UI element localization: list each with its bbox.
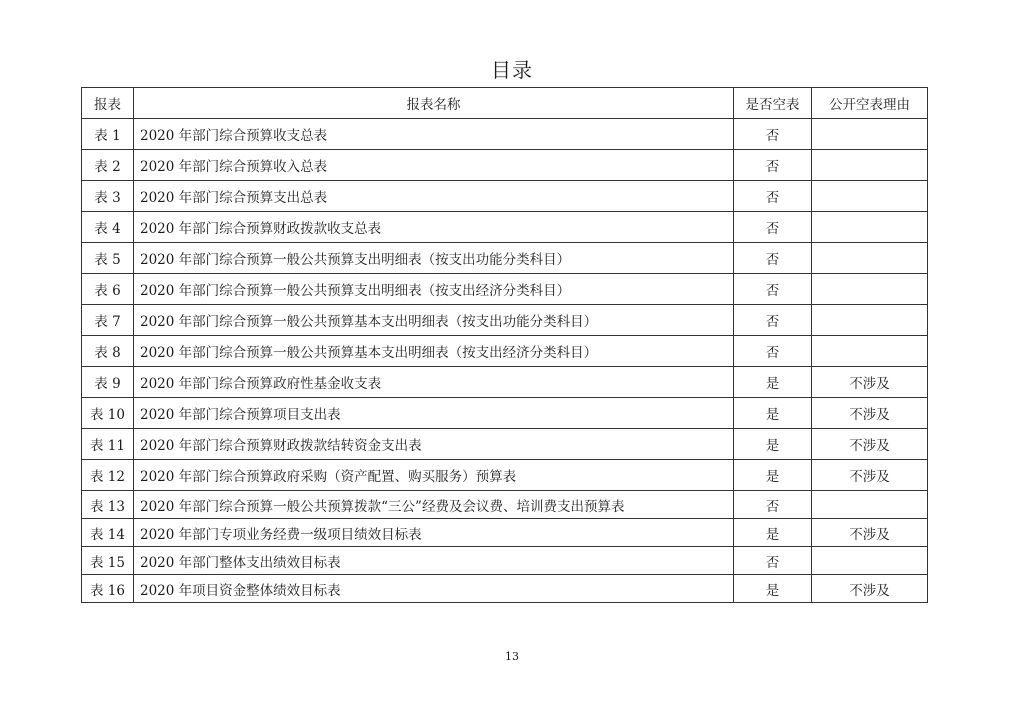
report-name-cell: 2020 年部门综合预算财政拨款结转资金支出表 bbox=[134, 429, 734, 460]
report-name-cell: 2020 年部门专项业务经费一级项目绩效目标表 bbox=[134, 519, 734, 547]
empty-reason-cell bbox=[812, 336, 928, 367]
report-name-cell: 2020 年部门综合预算一般公共预算支出明细表（按支出功能分类科目） bbox=[134, 243, 734, 274]
report-id-cell: 表 8 bbox=[82, 336, 134, 367]
table-row bbox=[82, 398, 928, 429]
is-empty-cell: 是 bbox=[734, 575, 812, 603]
table-body bbox=[82, 119, 928, 603]
table-row bbox=[82, 575, 928, 603]
is-empty-cell: 否 bbox=[734, 181, 812, 212]
report-table bbox=[81, 87, 928, 603]
report-id-cell: 表 15 bbox=[82, 547, 134, 575]
header-is-empty: 是否空表 bbox=[734, 88, 812, 119]
is-empty-cell: 否 bbox=[734, 150, 812, 181]
report-id-cell: 表 12 bbox=[82, 460, 134, 491]
report-name-cell: 2020 年部门综合预算支出总表 bbox=[134, 181, 734, 212]
empty-reason-cell bbox=[812, 181, 928, 212]
is-empty-cell: 否 bbox=[734, 547, 812, 575]
empty-reason-cell bbox=[812, 150, 928, 181]
empty-reason-cell: 不涉及 bbox=[812, 429, 928, 460]
empty-reason-cell bbox=[812, 547, 928, 575]
empty-reason-cell: 不涉及 bbox=[812, 575, 928, 603]
is-empty-cell: 是 bbox=[734, 460, 812, 491]
report-id-cell: 表 7 bbox=[82, 305, 134, 336]
table-row bbox=[82, 491, 928, 519]
is-empty-cell: 否 bbox=[734, 274, 812, 305]
empty-reason-cell: 不涉及 bbox=[812, 398, 928, 429]
report-id-cell: 表 10 bbox=[82, 398, 134, 429]
empty-reason-cell bbox=[812, 491, 928, 519]
table-row bbox=[82, 336, 928, 367]
report-id-cell: 表 6 bbox=[82, 274, 134, 305]
table-row bbox=[82, 519, 928, 547]
table-row bbox=[82, 119, 928, 150]
is-empty-cell: 否 bbox=[734, 212, 812, 243]
is-empty-cell: 是 bbox=[734, 429, 812, 460]
table-row bbox=[82, 460, 928, 491]
empty-reason-cell bbox=[812, 119, 928, 150]
is-empty-cell: 是 bbox=[734, 367, 812, 398]
table-header-row bbox=[82, 88, 928, 119]
table-row bbox=[82, 243, 928, 274]
report-name-cell: 2020 年部门综合预算一般公共预算基本支出明细表（按支出经济分类科目） bbox=[134, 336, 734, 367]
header-empty-reason: 公开空表理由 bbox=[812, 88, 928, 119]
report-id-cell: 表 11 bbox=[82, 429, 134, 460]
table-row bbox=[82, 150, 928, 181]
table-row bbox=[82, 305, 928, 336]
report-id-cell: 表 9 bbox=[82, 367, 134, 398]
is-empty-cell: 否 bbox=[734, 119, 812, 150]
header-report-id: 报表 bbox=[82, 88, 134, 119]
report-name-cell: 2020 年部门综合预算收支总表 bbox=[134, 119, 734, 150]
report-id-cell: 表 13 bbox=[82, 491, 134, 519]
empty-reason-cell bbox=[812, 274, 928, 305]
report-name-cell: 2020 年部门综合预算财政拨款收支总表 bbox=[134, 212, 734, 243]
is-empty-cell: 否 bbox=[734, 491, 812, 519]
is-empty-cell: 是 bbox=[734, 519, 812, 547]
table-row bbox=[82, 181, 928, 212]
page-number: 13 bbox=[505, 650, 519, 663]
empty-reason-cell: 不涉及 bbox=[812, 367, 928, 398]
report-name-cell: 2020 年部门综合预算一般公共预算支出明细表（按支出经济分类科目） bbox=[134, 274, 734, 305]
empty-reason-cell: 不涉及 bbox=[812, 460, 928, 491]
table-row bbox=[82, 212, 928, 243]
empty-reason-cell bbox=[812, 212, 928, 243]
report-name-cell: 2020 年部门综合预算项目支出表 bbox=[134, 398, 734, 429]
is-empty-cell: 否 bbox=[734, 243, 812, 274]
table-row bbox=[82, 547, 928, 575]
report-name-cell: 2020 年部门综合预算政府采购（资产配置、购买服务）预算表 bbox=[134, 460, 734, 491]
report-name-cell: 2020 年部门综合预算一般公共预算基本支出明细表（按支出功能分类科目） bbox=[134, 305, 734, 336]
empty-reason-cell: 不涉及 bbox=[812, 519, 928, 547]
report-name-cell: 2020 年部门综合预算收入总表 bbox=[134, 150, 734, 181]
report-name-cell: 2020 年部门综合预算政府性基金收支表 bbox=[134, 367, 734, 398]
report-id-cell: 表 4 bbox=[82, 212, 134, 243]
empty-reason-cell bbox=[812, 243, 928, 274]
table-row bbox=[82, 274, 928, 305]
report-id-cell: 表 3 bbox=[82, 181, 134, 212]
is-empty-cell: 否 bbox=[734, 305, 812, 336]
report-id-cell: 表 16 bbox=[82, 575, 134, 603]
report-id-cell: 表 2 bbox=[82, 150, 134, 181]
report-id-cell: 表 14 bbox=[82, 519, 134, 547]
report-name-cell: 2020 年部门整体支出绩效目标表 bbox=[134, 547, 734, 575]
report-id-cell: 表 5 bbox=[82, 243, 134, 274]
is-empty-cell: 否 bbox=[734, 336, 812, 367]
is-empty-cell: 是 bbox=[734, 398, 812, 429]
table-row bbox=[82, 367, 928, 398]
page-title: 目录 bbox=[491, 58, 533, 82]
report-id-cell: 表 1 bbox=[82, 119, 134, 150]
header-report-name: 报表名称 bbox=[134, 88, 734, 119]
table-row bbox=[82, 429, 928, 460]
report-name-cell: 2020 年项目资金整体绩效目标表 bbox=[134, 575, 734, 603]
empty-reason-cell bbox=[812, 305, 928, 336]
report-name-cell: 2020 年部门综合预算一般公共预算拨款“三公”经费及会议费、培训费支出预算表 bbox=[134, 491, 734, 519]
